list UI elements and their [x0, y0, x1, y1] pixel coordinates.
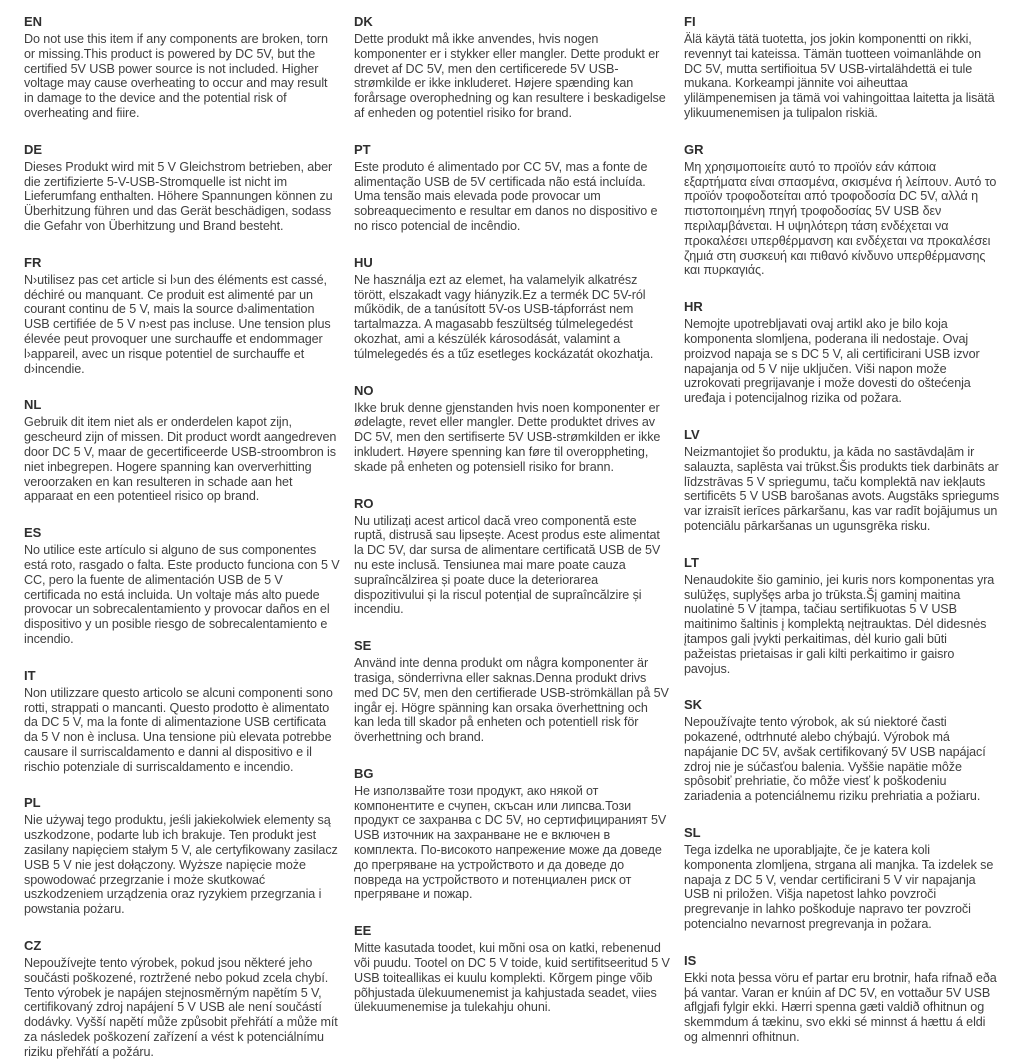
- lang-code-pl: PL: [24, 795, 41, 811]
- lang-code-hr: HR: [684, 299, 703, 315]
- lang-section-lv: [684, 427, 1000, 534]
- lang-code-sk: SK: [684, 697, 703, 713]
- lang-text-hr: Nemojte upotrebljavati ovaj artikl ako je bilo koja komponenta slomljena, poderana ili nedostaje. Ovaj proizvod napaja se s DC 5 V, ali certificirani USB izvor napajanja od 5 V nije uključen. Viši napon može uzrokovati pregrijavanje i može dovesti do oštećenja uređaja i potencijalnog rizika od požara.: [684, 317, 980, 406]
- lang-code-pt: PT: [354, 141, 371, 157]
- lang-code-ee: EE: [354, 923, 372, 939]
- lang-text-se: Använd inte denna produkt om några komponenter är trasiga, sönderrivna eller saknas.Denna produkt drivs med DC 5V, men den certifierade USB-strömkällan på 5V ingår ej. Högre spänning kan orsaka överhettning och kan leda till skador på enheten och potentiell risk för överhettning och brand.: [354, 656, 669, 745]
- lang-section-ro: [354, 496, 670, 618]
- lang-section-en: [24, 14, 340, 121]
- lang-code-lv: LV: [684, 426, 700, 442]
- lang-text-fr: N›utilisez pas cet article si l›un des éléments est cassé, déchiré ou manquant. Ce produit est alimenté par un courant continu de 5 V, mais la source d›alimentation USB certifiée de 5 V n›est pas incluse. Une tension plus élevée peut provoquer une surchauffe et endommager l›appareil, avec un risque potentiel de surchauffe et d›incendie.: [24, 272, 331, 376]
- lang-text-cz: Nepoužívejte tento výrobek, pokud jsou některé jeho součásti poškozené, roztržené nebo pokud zcela chybí. Tento výrobek je napájen stejnosměrným napětím 5 V, certifikovaný zdroj napájení 5 V USB ale není součástí dodávky. Vyšší napětí může způsobit přehřátí a může mít za následek poškození zařízení a vést k potenciálnímu riziku přehřátí a požáru.: [24, 956, 338, 1059]
- lang-text-hu: Ne használja ezt az elemet, ha valamelyik alkatrész törött, elszakadt vagy hiányzik.Ez a termék DC 5V-ról működik, de a tanúsított 5V-os USB-tápforrást nem tartalmazza. A magasabb feszültség túlmelegedést okozhat, ami a készülék károsodását, valamint a túlmelegedés és a tűz esetleges kockázatát okozhatja.: [354, 272, 654, 361]
- lang-section-cz: [24, 938, 340, 1060]
- lang-section-hu: [354, 255, 670, 362]
- lang-code-is: IS: [684, 952, 697, 968]
- lang-code-no: NO: [354, 382, 374, 398]
- lang-code-cz: CZ: [24, 938, 42, 954]
- lang-text-lt: Nenaudokite šio gaminio, jei kuris nors komponentas yra sulūžęs, suplyšęs arba jo trūksta.Šį gaminį maitina nuolatinė 5 V įtampa, tačiau sertifikuotas 5 V USB maitinimo šaltinis į komplektą neįtrauktas. Dėl didesnės įtampos gali įvykti perkaitimas, dėl kurio gali būti pažeistas prietaisas ir gali kilti perkaitimo ir gaisro pavojus.: [684, 572, 995, 676]
- lang-code-se: SE: [354, 638, 372, 654]
- lang-text-bg: Не използвайте този продукт, ако някой от компонентите е счупен, скъсан или липсва.Този продукт се захранва с DC 5V, но сертифицираният 5V USB източник на захранване не е включен в комплекта. По-високото напрежение може да доведе до прегряване на устройството и да доведе до повреда на устройството и потенциален риск от прегряване и пожар.: [354, 783, 667, 902]
- lang-text-dk: Dette produkt må ikke anvendes, hvis nogen komponenter er i stykker eller mangler. Dette produkt er drevet af DC 5V, men den certificerede 5V USB-strømkilde er ikke inkluderet. Højere spænding kan forårsage overophedning og kan resultere i beskadigelse af enheden og potentiel risiko for brand.: [354, 32, 666, 120]
- lang-section-gr: [684, 142, 1000, 278]
- lang-section-ee: [354, 923, 670, 1015]
- lang-section-is: [684, 953, 1000, 1045]
- lang-section-sk: [684, 697, 1000, 804]
- lang-text-ro: Nu utilizați acest articol dacă vreo componentă este ruptă, distrusă sau lipsește. Acest produs este alimentat la DC 5V, dar sursa de alimentare certificată USB de 5V nu este inclusă. Tensiunea mai mare poate cauza supraîncălzirea și poate duce la deteriorarea dispozitivului și la riscul potențial de supraîncălzire și incendiu.: [354, 513, 661, 617]
- lang-text-pl: Nie używaj tego produktu, jeśli jakiekolwiek elementy są uszkodzone, podarte lub ich brakuje. Ten produkt jest zasilany napięciem stałym 5 V, ale certyfikowany zasilacz USB 5 V nie jest dołączony. Wyższe napięcie może spowodować przegrzanie i może skutkować uszkodzeniem urządzenia oraz ryzykiem przegrzania i powstania pożaru.: [24, 813, 338, 917]
- lang-section-pt: [354, 142, 670, 234]
- lang-code-fr: FR: [24, 254, 42, 270]
- lang-section-de: [24, 142, 340, 234]
- lang-text-is: Ekki nota þessa vöru ef partar eru brotnir, hafa rifnað eða þá vantar. Varan er knúin af DC 5V, en vottaður 5V USB aflgjafi fylgir ekki. Hærri spenna gæti valdið ofhitnun og skemmdum á tækinu, svo ekki sé minnst á hættu á eldi og almennri ofhitnun.: [684, 970, 997, 1045]
- lang-text-gr: Μη χρησιμοποιείτε αυτό το προϊόν εάν κάποια εξαρτήματα είναι σπασμένα, σκισμένα ή λείπουν. Αυτό το προϊόν τροφοδοτείται από τροφοδοσία DC 5V, αλλά η πιστοποιημένη πηγή τροφοδοσίας 5V USB δεν περιλαμβάνεται. Η υψηλότερη τάση ενδέχεται να προκαλέσει υπερθέρμανση και ενδέχεται να προκαλέσει ζημιά στη συσκευή και πιθανό κίνδυνο υπερθέρμανσης και πυρκαγιάς.: [684, 159, 997, 278]
- lang-code-it: IT: [24, 667, 36, 683]
- lang-code-lt: LT: [684, 554, 699, 570]
- lang-text-nl: Gebruik dit item niet als er onderdelen kapot zijn, gescheurd zijn of missen. Dit product wordt aangedreven door DC 5 V, maar de gecertificeerde USB-stroombron is niet inbegrepen. Hogere spanning kan oververhitting veroorzaken en kan resulteren in schade aan het apparaat en een potentieel risico op brand.: [24, 415, 337, 504]
- lang-code-ro: RO: [354, 495, 374, 511]
- lang-code-en: EN: [24, 14, 43, 29]
- lang-text-it: Non utilizzare questo articolo se alcuni componenti sono rotti, strappati o mancanti. Questo prodotto è alimentato da DC 5 V, ma la fonte di alimentazione USB certificata da 5 V non è inclusa. Una tensione più elevata potrebbe causare il surriscaldamento e danni al dispositivo e il rischio potenziale di surriscaldamento e incendio.: [24, 685, 333, 774]
- lang-text-pt: Este produto é alimentado por CC 5V, mas a fonte de alimentação USB de 5V certificada não está incluída. Uma tensão mais elevada pode provocar um sobreaquecimento e resultar em danos no dispositivo e no risco potencial de incêndio.: [354, 159, 658, 233]
- lang-text-es: No utilice este artículo si alguno de sus componentes está roto, rasgado o falta. Este producto funciona con 5 V CC, pero la fuente de alimentación USB de 5 V certificada no está incluida. Un voltaje más alto puede provocar un sobrecalentamiento y provocar daños en el dispositivo y un posible riesgo de sobrecalentamiento e incendio.: [24, 543, 340, 646]
- lang-text-sk: Nepoužívajte tento výrobok, ak sú niektoré časti pokazené, odtrhnuté alebo chýbajú. Výrobok má napájanie DC 5V, avšak certifikovaný 5V USB napájací zdroj nie je súčasťou balenia. Vyššie napätie môže spôsobiť prehriatie, čo môže viesť k poškodeniu zariadenia a potenciálnemu riziku prehriatia a požiaru.: [684, 715, 986, 804]
- lang-code-sl: SL: [684, 825, 701, 841]
- lang-text-en: Do not use this item if any components are broken, torn or missing.This product is powered by DC 5V, but the certified 5V USB power source is not included. Higher voltage may cause overheating to occur and may result in damage to the device and the potential risk of overheating and fiire.: [24, 32, 328, 120]
- lang-code-gr: GR: [684, 141, 704, 157]
- lang-text-de: Dieses Produkt wird mit 5 V Gleichstrom betrieben, aber die zertifizierte 5-V-USB-Stromquelle ist nicht im Lieferumfang enthalten. Höhere Spannungen können zu Überhitzung führen und das Gerät beschädigen, sodass die Gefahr von Überhitzung und Brand besteht.: [24, 159, 333, 233]
- lang-section-dk: [354, 14, 670, 121]
- lang-section-nl: [24, 397, 340, 504]
- lang-code-bg: BG: [354, 765, 374, 781]
- lang-text-no: Ikke bruk denne gjenstanden hvis noen komponenter er ødelagte, revet eller mangler. Dette produktet drives av DC 5V, men den sertifiserte 5V USB-strømkilden er ikke inkludert. Høyere spenning kan føre til overoppheting, skade på enheten og potensiell risiko for brann.: [354, 400, 661, 474]
- lang-code-hu: HU: [354, 254, 373, 270]
- lang-section-lt: [684, 555, 1000, 677]
- lang-code-es: ES: [24, 525, 42, 541]
- lang-code-de: DE: [24, 141, 43, 157]
- column-3: [684, 14, 1000, 1045]
- lang-section-hr: [684, 299, 1000, 406]
- column-1: [24, 14, 340, 1059]
- lang-text-ee: Mitte kasutada toodet, kui mõni osa on katki, rebenenud või puudu. Tootel on DC 5 V toide, kuid sertifitseeritud 5 V USB toiteallikas ei kuulu komplekti. Kõrgem pinge võib põhjustada ülekuumenemist ja kahjustada seadet, viies ülekuumenemise ja tulekahju ohuni.: [354, 941, 670, 1015]
- lang-code-fi: FI: [684, 14, 696, 29]
- lang-section-fi: [684, 14, 1000, 121]
- lang-section-pl: [24, 795, 340, 917]
- lang-section-fr: [24, 255, 340, 377]
- column-2: [354, 14, 670, 1024]
- lang-code-nl: NL: [24, 397, 42, 413]
- lang-section-bg: [354, 766, 670, 902]
- lang-code-dk: DK: [354, 14, 373, 29]
- lang-section-it: [24, 668, 340, 775]
- lang-section-no: [354, 383, 670, 475]
- lang-section-sl: [684, 825, 1000, 932]
- lang-section-se: [354, 638, 670, 745]
- lang-text-sl: Tega izdelka ne uporabljajte, če je katera koli komponenta zlomljena, strgana ali manjka. Ta izdelek se napaja z DC 5 V, vendar certificirani 5 V vir napajanja USB ni priložen. Višja napetost lahko povzroči pregrevanje in lahko poškoduje napravo ter povzroči potencialno nevarnost pregrevanja in požara.: [684, 843, 994, 932]
- lang-text-fi: Älä käytä tätä tuotetta, jos jokin komponentti on rikki, revennyt tai kateissa. Tämän tuotteen voimanlähde on DC 5V, mutta sertifioitua 5V USB-virtalähdettä ei tule mukana. Korkeampi jännite voi aiheuttaa ylilämpenemisen ja tämä voi vahingoittaa laitetta ja lisätä ylikuumenemisen ja tulipalon riskiä.: [684, 32, 995, 120]
- lang-section-es: [24, 525, 340, 647]
- lang-text-lv: Neizmantojiet šo produktu, ja kāda no sastāvdaļām ir salauzta, saplēsta vai trūkst.Šis produkts tiek darbināts ar līdzstrāvas 5 V spriegumu, taču komplektā nav iekļauts sertificēts 5 V USB barošanas avots. Augstāks spriegums var izraisīt ierīces pārkaršanu, kas var radīt bojājumus un potenciālu pārkaršanas un ugunsgrēka risku.: [684, 444, 1000, 533]
